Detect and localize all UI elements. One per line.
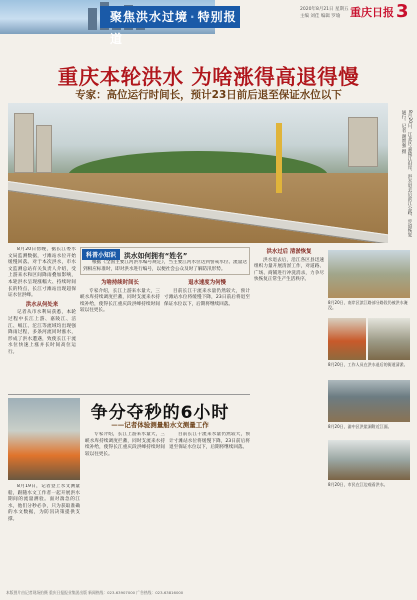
right-column [254, 247, 324, 587]
left-subtitle: 洪水从何处来 [25, 301, 59, 308]
center-column-a [80, 278, 160, 396]
right-body: 洪水退去后，沿江各区县迅速组织力量开展清淤工作，对道路、广场、商铺进行冲洗消杀，力争尽快恢复正常生产生活秩序。 [254, 257, 324, 283]
section-banner: 聚焦洪水过境 · 特别报道 [100, 6, 240, 28]
paper-logo: 重庆日报 [350, 6, 394, 19]
second-story-col-3 [169, 432, 250, 584]
science-box-body [83, 260, 247, 274]
survey-boat-photo [8, 398, 80, 480]
science-box-title: 洪水如何拥有“姓名” [124, 252, 188, 260]
date-line: 2020年8月21日 星期五 [300, 7, 349, 12]
side-photo-1 [328, 250, 410, 298]
center-body-2: 目前长江干流来水量仍然较大，预计寸滩站水位将缓慢下降，23日前后将退至保证水位以下，后期将继续回落。 [164, 288, 250, 307]
section-name: 聚焦洪水过境 [110, 10, 189, 24]
left-intro: 8月20日傍晚，据长江委水文局监测数据，寸滩站水位开始缓慢回落。对于本次洪水，市水文监测总站有关负责人介绍，受上游来水和区间降雨叠加影响，本轮洪水呈现涨幅大、持续时间长的特点，长江寸滩站出现超保证水位洪峰。 [8, 247, 76, 299]
second-story-subtitle: ——记者体验测量船水文测量工作 [111, 421, 209, 429]
side-photo-3-caption: 8月20日，渝中区洪崖洞附近江面。 [328, 424, 392, 429]
second-story-title: 争分夺秒的6小时 [90, 403, 230, 423]
side-photo-2b [368, 318, 410, 360]
main-flood-photo [8, 103, 388, 243]
second-story-body-1: 8月19日，记者登上水文测量船，跟随水文工作者一起开展洪水期间的流量测验。面对湍急的江水，他们分秒必争，只为获取准确的水文数据，为防汛决策提供支撑。 [8, 484, 80, 522]
center-body-1: 专家介绍，长江上游来水量大，三峡水库持续调度拦蓄，同时支流来水持续补给，使得长江重庆段洪峰持续时间较以往更长。 [80, 288, 160, 314]
science-box-tag: 科普小知识 [82, 249, 120, 260]
editor-line: 主编 刘佳 编辑 罗瑜 [300, 14, 341, 19]
second-story-body-3: 目前长江干流来水量仍然较大，预计寸滩站水位将缓慢下降，23日前后将退至保证水位以下，后期将继续回落。 [169, 432, 250, 451]
page-header [0, 0, 417, 46]
side-photo-3 [328, 380, 410, 422]
page-footer: 本版图片由记者现场拍摄 重庆日报报业集团出版 新闻热线：023-63907000 广告热线：023-63816000 [6, 590, 184, 595]
page-number: 3 [396, 1, 409, 22]
left-body: 记者从市水利局获悉，本轮过程中长江上游、嘉陵江、涪江、岷江、沱江等流域均出现强降雨过程，多条河流同时涨水，形成了洪水遭遇，致使长江干流水位快速上涨并长时间高位运行。 [8, 310, 76, 355]
side-photo-2a [328, 318, 366, 360]
center-subtitle-2: 退水速度为何慢 [188, 280, 226, 286]
second-story-body-2: 专家介绍，长江上游来水量大，三峡水库持续调度拦蓄，同时支流来水持续补给，使得长江重庆段洪峰持续时间较以往更长。 [85, 432, 165, 457]
section-subname: 特别报道 [110, 10, 237, 46]
second-story-col-1 [8, 484, 80, 584]
center-column-b [164, 278, 250, 396]
side-photo-4 [328, 440, 410, 480]
center-subtitle-1: 为啥持续时间长 [101, 280, 139, 286]
left-column [8, 247, 76, 397]
science-box-text: 根据《全国主要江河洪水编号规定》，当主要江河水位达到警戒水位、流量达到相应标准时，即对洪水进行编号，以便社会公众及时了解防汛形势。 [83, 260, 247, 272]
side-photo-4-caption: 8月20日，市民在江边观看洪水。 [328, 482, 388, 487]
divider-second-story [8, 394, 250, 395]
right-subtitle: 洪水过后 清淤恢复 [266, 249, 312, 255]
main-photo-caption: 8月20日，江北区·嘉陵江沿岸，洪水退去后滨江公路、步道恢复通行。记者 谢智强 摄 [401, 110, 412, 238]
page-headline: 重庆本轮洪水 为啥涨得高退得慢 [57, 65, 360, 89]
side-photo-1-caption: 8月20日，南岸区滨江路部分路段仍被洪水淹没。 [328, 300, 408, 311]
page-subheadline: 专家：高位运行时间长，预计23日前后退至保证水位以下 [75, 89, 342, 101]
side-photo-2-caption: 8月20日，工作人员在洪水退后的街道清淤。 [328, 362, 408, 367]
header-meta [300, 6, 348, 20]
second-story-col-2 [85, 432, 165, 584]
